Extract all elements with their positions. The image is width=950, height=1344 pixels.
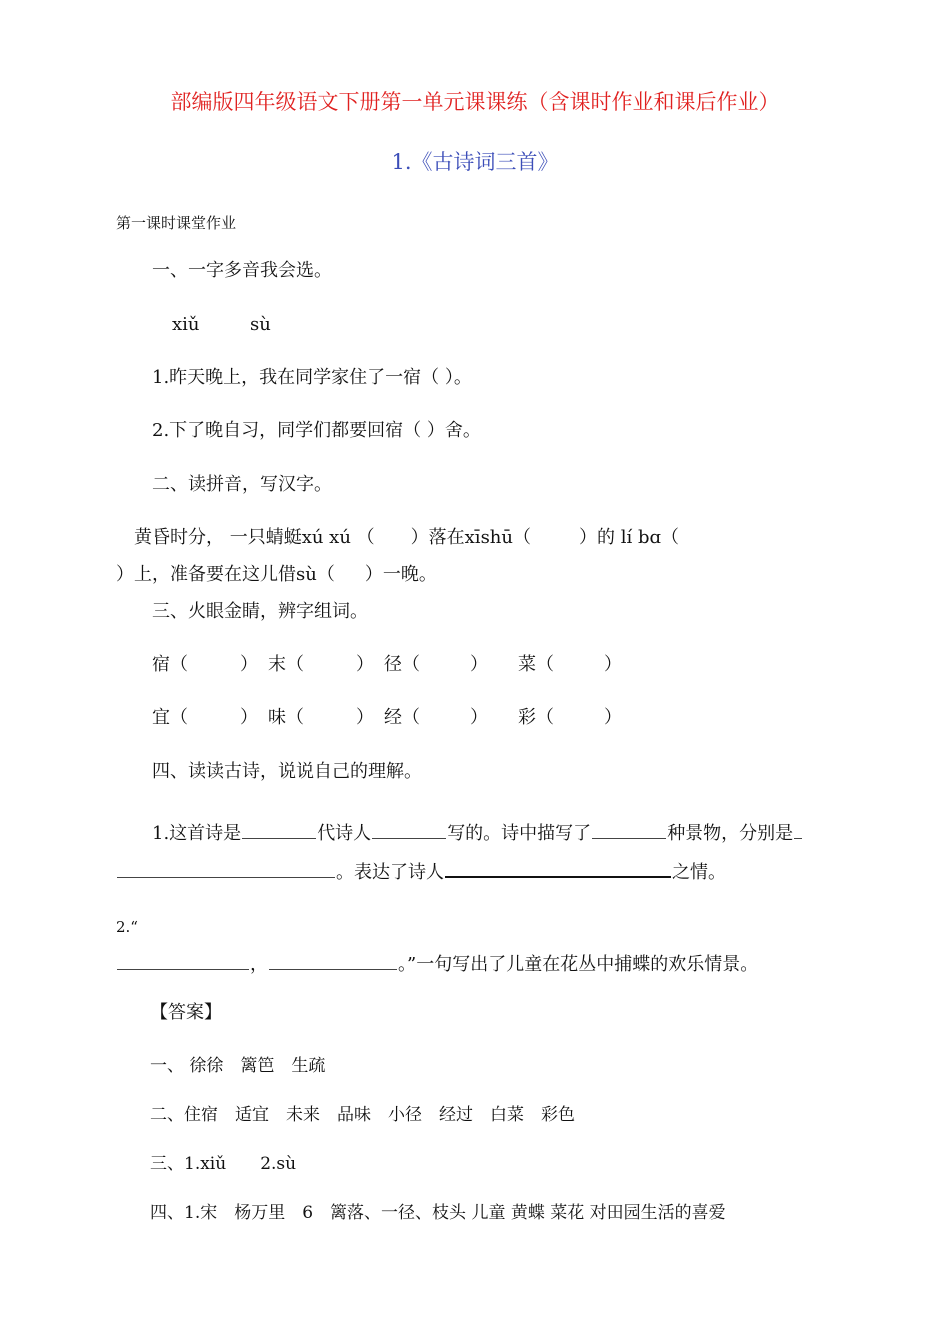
q1-pinyin-a: xiǔ xyxy=(172,314,200,335)
q2-line-2-part-b: ）一晚。 xyxy=(364,564,437,585)
q3-r2-c1: 宜（ xyxy=(152,707,188,728)
q3-r2-c3-close: ） xyxy=(470,707,488,728)
q4-q2-comma: ， xyxy=(250,954,268,975)
q3-r1-c3-close: ） xyxy=(470,654,488,675)
q4-line-1 xyxy=(152,822,803,843)
q4-q2-tail: 。”一句写出了儿童在花丛中捕蝶的欢乐情景。 xyxy=(398,954,759,975)
q4-q2-label: 2.“ xyxy=(116,918,138,936)
q3-r1-c1-close: ） xyxy=(240,654,258,675)
q3-heading: 三、火眼金睛，辨字组词。 xyxy=(152,601,368,622)
q2-line-1-part-a: 黄昏时分， 一只蜻蜓xú xú （ xyxy=(134,527,375,548)
q3-r1-c4-close: ） xyxy=(604,654,622,675)
q3-r2-c2-close: ） xyxy=(356,707,374,728)
q2-heading: 二、读拼音，写汉字。 xyxy=(152,474,332,495)
document-title: 部编版四年级语文下册第一单元课课练（含课时作业和课后作业） xyxy=(170,90,780,114)
q4-q2-line xyxy=(116,953,758,974)
q4-l1-d: 种景物，分别是 xyxy=(667,823,794,844)
q4-l1-a: 1.这首诗是 xyxy=(152,823,242,844)
q1-item-1: 1.昨天晚上，我在同学家住了一宿（ ）。 xyxy=(152,367,472,388)
q3-row-1 xyxy=(152,656,652,676)
answers-heading: 【答案】 xyxy=(150,1002,222,1023)
q4-blank-feeling[interactable] xyxy=(445,860,671,878)
q2-line-1-part-c: ）的 lí bɑ（ xyxy=(579,527,680,548)
q3-r2-c2: 味（ xyxy=(268,707,304,728)
q3-r2-c4: 彩（ xyxy=(518,707,554,728)
lesson-title: 1.《古诗词三首》 xyxy=(391,150,559,174)
q1-heading: 一、一字多音我会选。 xyxy=(152,260,332,281)
q2-line-2-part-a: ）上，准备要在这儿借sù（ xyxy=(116,564,335,585)
section-label: 第一课时课堂作业 xyxy=(116,214,237,232)
q3-r1-c2: 末（ xyxy=(268,654,304,675)
q4-l1-b: 代诗人 xyxy=(317,823,372,844)
answer-2: 二、住宿 适宜 未来 品味 小径 经过 白菜 彩色 xyxy=(150,1105,575,1125)
q2-line-2 xyxy=(116,566,437,584)
q4-l2-a: 。表达了诗人 xyxy=(336,862,444,883)
q3-r1-c1: 宿（ xyxy=(152,654,188,675)
q3-row-2 xyxy=(152,709,652,729)
q4-line-2 xyxy=(116,860,726,882)
q2-line-1-part-b: ）落在xīshū（ xyxy=(410,527,531,548)
q3-r1-c3: 径（ xyxy=(384,654,420,675)
q4-blank-verse-1[interactable] xyxy=(117,953,249,970)
answer-4: 四、1.宋 杨万里 6 篱落、一径、枝头 儿童 黄蝶 菜花 对田园生活的喜爱 xyxy=(150,1203,726,1223)
q1-pinyin-b: sù xyxy=(250,314,271,335)
q3-r1-c2-close: ） xyxy=(356,654,374,675)
q4-blank-scenery[interactable] xyxy=(117,861,335,878)
q4-blank-dynasty[interactable] xyxy=(242,822,316,839)
q3-r2-c3: 经（ xyxy=(384,707,420,728)
q3-r1-c4: 菜（ xyxy=(518,654,554,675)
answer-3: 三、1.xiǔ 2.sù xyxy=(150,1154,297,1174)
q4-blank-verse-2[interactable] xyxy=(269,953,397,970)
q4-blank-poet[interactable] xyxy=(372,822,446,839)
q4-l1-c: 写的。诗中描写了 xyxy=(447,823,592,844)
q3-r2-c4-close: ） xyxy=(604,707,622,728)
q4-heading: 四、读读古诗，说说自己的理解。 xyxy=(152,761,422,782)
q4-blank-scenery-start[interactable] xyxy=(794,822,802,839)
answer-1: 一、 徐徐 篱笆 生疏 xyxy=(150,1056,326,1076)
q3-r2-c1-close: ） xyxy=(240,707,258,728)
q1-item-2: 2.下了晚自习，同学们都要回宿（ ）舍。 xyxy=(152,420,481,441)
q4-l2-b: 之情。 xyxy=(672,862,726,883)
q2-line-1 xyxy=(134,529,679,547)
q4-blank-count[interactable] xyxy=(592,822,666,839)
